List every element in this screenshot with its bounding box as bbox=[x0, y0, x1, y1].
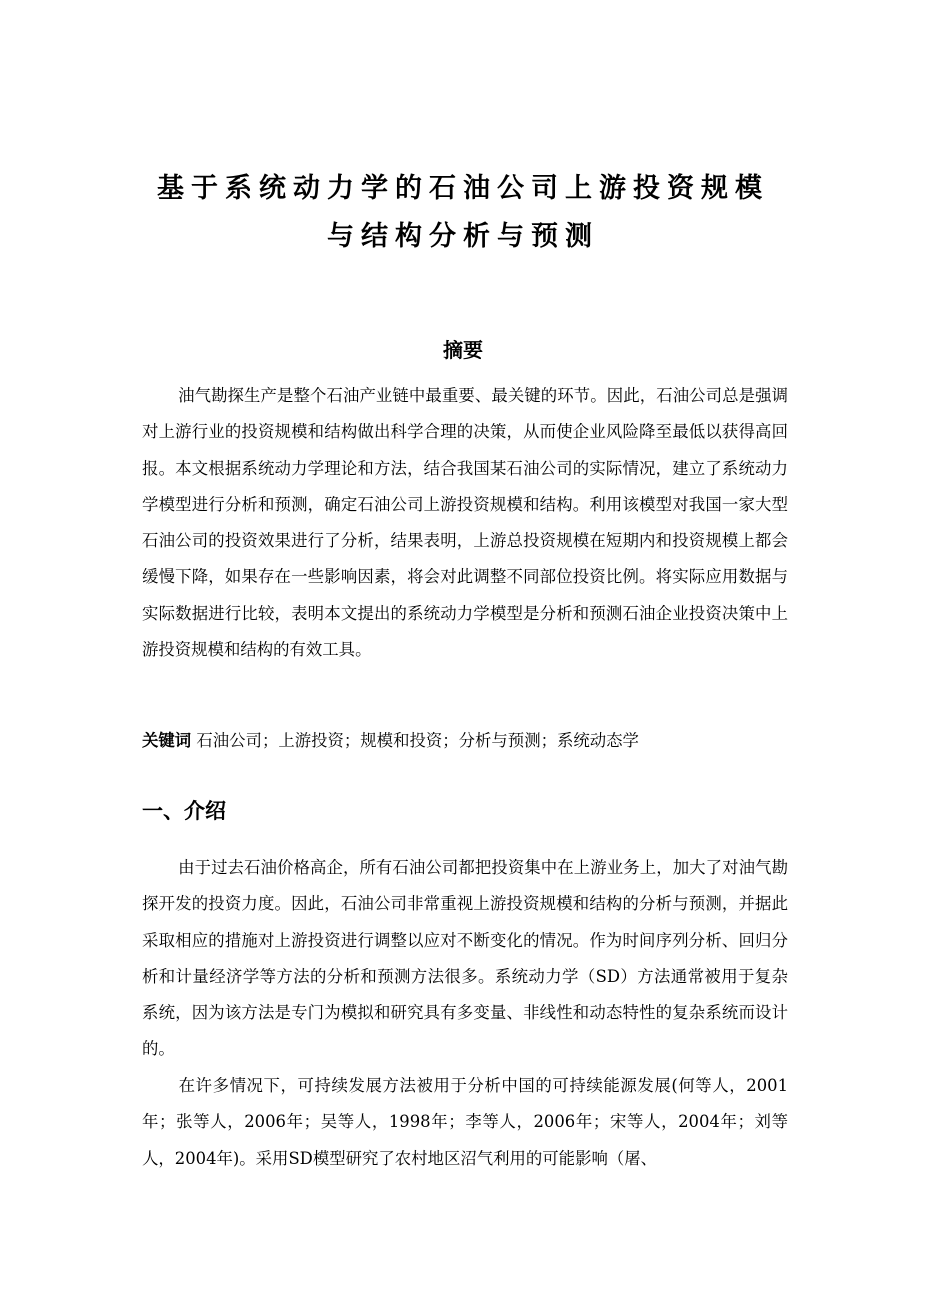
section-heading-introduction: 一、介绍 bbox=[142, 799, 226, 823]
paper-title-line-2: 与结构分析与预测 bbox=[327, 221, 599, 252]
abstract-paragraph bbox=[142, 378, 788, 668]
intro-paragraph-2 bbox=[142, 1068, 788, 1177]
keywords-label: 关键词 bbox=[142, 731, 192, 750]
intro-paragraph-1-text: 由于过去石油价格高企，所有石油公司都把投资集中在上游业务上，加大了对油气勘探开发的投资力度。因此，石油公司非常重视上游投资规模和结构的分析与预测，并据此采取相应的措施对上游投资进行调整以应对不断变化的情况。作为时间序列分析、回归分析和计量经济学等方法的分析和预测方法很多。系统动力学（SD）方法通常被用于复杂系统，因为该方法是专门为模拟和研究具有多变量、非线性和动态特性的复杂系统而设计的。 bbox=[142, 858, 788, 1059]
intro-paragraph-2-text: 在许多情况下，可持续发展方法被用于分析中国的可持续能源发展(何等人，2001年；张等人，2006年；吴等人，1998年；李等人，2006年；宋等人，2004年；刘等人，2004年)。采用SD模型研究了农村地区沼气利用的可能影响（屠、 bbox=[142, 1076, 788, 1168]
intro-paragraph-1 bbox=[142, 850, 788, 1068]
keywords-line bbox=[142, 727, 788, 755]
keywords-text: 石油公司；上游投资；规模和投资；分析与预测；系统动态学 bbox=[196, 731, 639, 750]
abstract-text: 油气勘探生产是整个石油产业链中最重要、最关键的环节。因此，石油公司总是强调对上游行业的投资规模和结构做出科学合理的决策，从而使企业风险降至最低以获得高回报。本文根据系统动力学理论和方法，结合我国某石油公司的实际情况，建立了系统动力学模型进行分析和预测，确定石油公司上游投资规模和结构。利用该模型对我国一家大型石油公司的投资效果进行了分析，结果表明，上游总投资规模在短期内和投资规模上都会缓慢下降，如果存在一些影响因素，将会对此调整不同部位投资比例。将实际应用数据与实际数据进行比较，表明本文提出的系统动力学模型是分析和预测石油企业投资决策中上游投资规模和结构的有效工具。 bbox=[142, 386, 788, 660]
abstract-heading: 摘要 bbox=[443, 338, 483, 362]
paper-title-line-1: 基于系统动力学的石油公司上游投资规模 bbox=[157, 173, 769, 204]
